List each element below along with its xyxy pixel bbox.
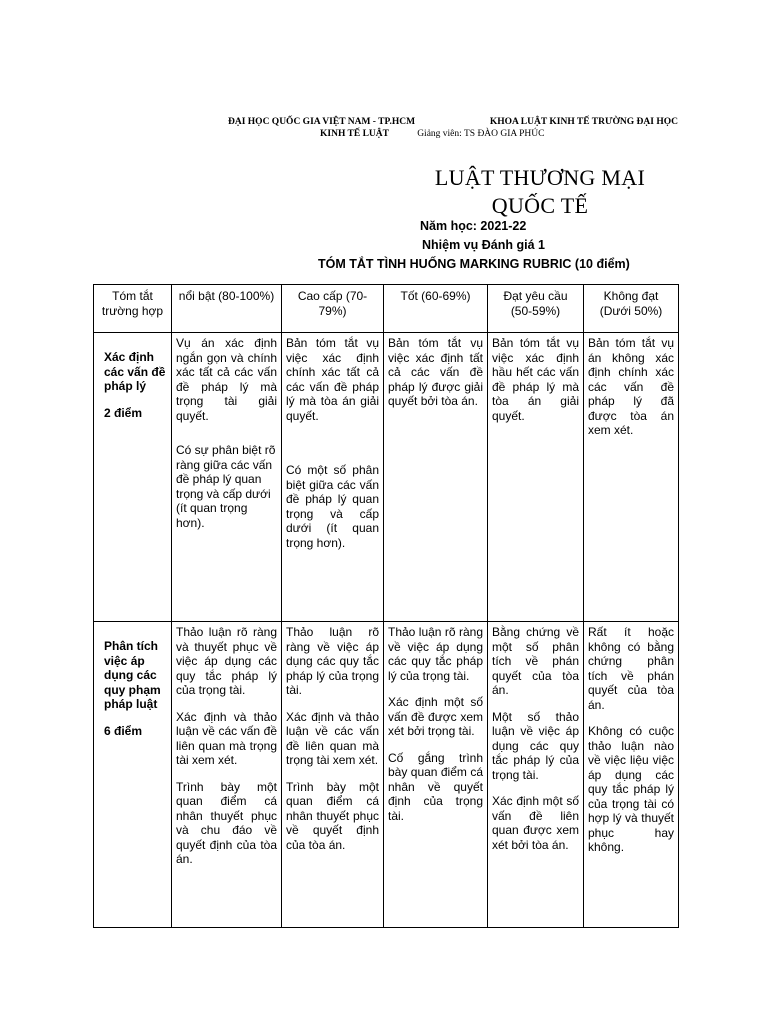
table-cell	[282, 333, 384, 622]
rubric-title: TÓM TẮT TÌNH HUỐNG MARKING RUBRIC (10 điểm)	[318, 257, 630, 271]
course-title	[380, 164, 700, 220]
cell-paragraph: Trình bày một quan điểm cá nhân thuyết phục về quyết định của tòa án.	[286, 779, 379, 852]
cell-paragraph: Xác định và thảo luận về các vấn đề liên quan mà trọng tài xem xét.	[176, 709, 277, 767]
cell-paragraph: Bằng chứng về một số phân tích về phán quyết của tòa án.	[492, 625, 579, 697]
cell-paragraph: Bản tóm tắt vụ việc xác định hầu hết các vấn đề pháp lý mà tòa án giải quyết.	[492, 336, 579, 423]
lecturer-name: Giảng viên: TS ĐÀO GIA PHÚC	[417, 129, 545, 139]
table-cell	[488, 333, 584, 622]
table-cell	[172, 333, 282, 622]
cell-paragraph: Thảo luận rõ ràng về việc áp dụng các quy tắc pháp lý của trọng tài.	[388, 625, 483, 683]
assessment-task: Nhiệm vụ Đánh giá 1	[422, 238, 545, 252]
cell-paragraph: Có sự phân biệt rõ ràng giữa các vấn đề pháp lý quan trọng và cấp dưới (ít quan trọng hơn).	[176, 443, 276, 530]
column-header: Tóm tắt trường hợp	[94, 285, 172, 333]
table-cell	[384, 622, 488, 928]
table-cell	[584, 622, 679, 928]
course-title-line-2: QUỐC TẾ	[491, 193, 589, 218]
column-header: Tốt (60-69%)	[384, 285, 488, 333]
faculty-name-cont: KINH TẾ LUẬT	[320, 129, 389, 139]
cell-paragraph: Xác định một số vấn đề được xem xét bởi trọng tài.	[388, 695, 483, 738]
cell-paragraph: Xác định và thảo luận về các vấn đề liên quan mà trọng tài xem xét.	[286, 709, 379, 767]
criterion-name: Phân tích việc áp dụng các quy phạm pháp luật	[104, 639, 161, 711]
criterion-name: Xác định các vấn đề pháp lý	[104, 350, 166, 393]
academic-year: Năm học: 2021-22	[420, 219, 527, 233]
marking-rubric-table	[93, 284, 679, 928]
cell-paragraph: Trình bày một quan điểm cá nhân thuyết phục và chu đáo về quyết định của tòa án.	[176, 779, 277, 866]
table-row	[94, 622, 679, 928]
table-header-row	[94, 285, 679, 333]
table-cell	[172, 622, 282, 928]
course-title-line-1: LUẬT THƯƠNG MẠI	[434, 165, 646, 190]
criterion-points: 2 điểm	[104, 405, 143, 420]
column-header: Cao cấp (70-79%)	[282, 285, 384, 333]
column-header: Đạt yêu cầu (50-59%)	[488, 285, 584, 333]
cell-paragraph: Không có cuộc thảo luận nào về việc liệu việc áp dụng các quy tắc pháp lý của trọng tài có hợp lý và thuyết phục hay không.	[588, 724, 674, 854]
cell-paragraph: Bản tóm tắt vụ việc xác định chính xác tất cả các vấn đề pháp lý mà tòa án giải quyết.	[286, 336, 379, 423]
cell-paragraph: Bản tóm tắt vụ việc xác định tất cả các vấn đề pháp lý được giải quyết bởi tòa án.	[388, 336, 483, 408]
cell-paragraph: Bản tóm tắt vụ án không xác định chính xác các vấn đề pháp lý đã được tòa án xem xét.	[588, 336, 674, 437]
cell-paragraph: Xác định một số vấn đề liên quan được xem xét bởi tòa án.	[492, 794, 579, 852]
table-cell	[584, 333, 679, 622]
cell-paragraph: Rất ít hoặc không có bằng chứng phân tích về phán quyết của tòa án.	[588, 625, 674, 712]
table-cell	[488, 622, 584, 928]
university-name: ĐẠI HỌC QUỐC GIA VIỆT NAM - TP.HCM	[228, 117, 416, 127]
document-header	[228, 116, 678, 140]
column-header: Không đạt (Dưới 50%)	[584, 285, 679, 333]
cell-paragraph: Thảo luận rõ ràng về việc áp dụng các quy tắc pháp lý của trọng tài.	[286, 625, 379, 697]
cell-paragraph: Có một số phân biệt giữa các vấn đề pháp lý quan trọng và cấp dưới (ít quan trọng hơn).	[286, 463, 379, 550]
cell-paragraph: Một số thảo luận về việc áp dụng các quy tắc pháp lý của trọng tài.	[492, 709, 579, 782]
table-cell	[384, 333, 488, 622]
column-header: nổi bật (80-100%)	[172, 285, 282, 333]
cell-paragraph: Thảo luận rõ ràng và thuyết phục về việc áp dụng các quy tắc pháp lý của trọng tài.	[176, 625, 277, 697]
cell-paragraph: Cố gắng trình bày quan điểm cá nhân về quyết định của trọng tài.	[388, 750, 483, 823]
criterion-points: 6 điểm	[104, 723, 143, 738]
cell-paragraph: Vụ án xác định ngắn gọn và chính xác tất cả các vấn đề pháp lý mà trọng tài giải quyết.	[176, 336, 277, 423]
faculty-name: KHOA LUẬT KINH TẾ TRƯỜNG ĐẠI HỌC	[489, 117, 678, 127]
table-row	[94, 333, 679, 622]
table-cell	[282, 622, 384, 928]
criterion-cell	[94, 333, 172, 622]
assessment-meta	[318, 217, 630, 274]
criterion-cell	[94, 622, 172, 928]
